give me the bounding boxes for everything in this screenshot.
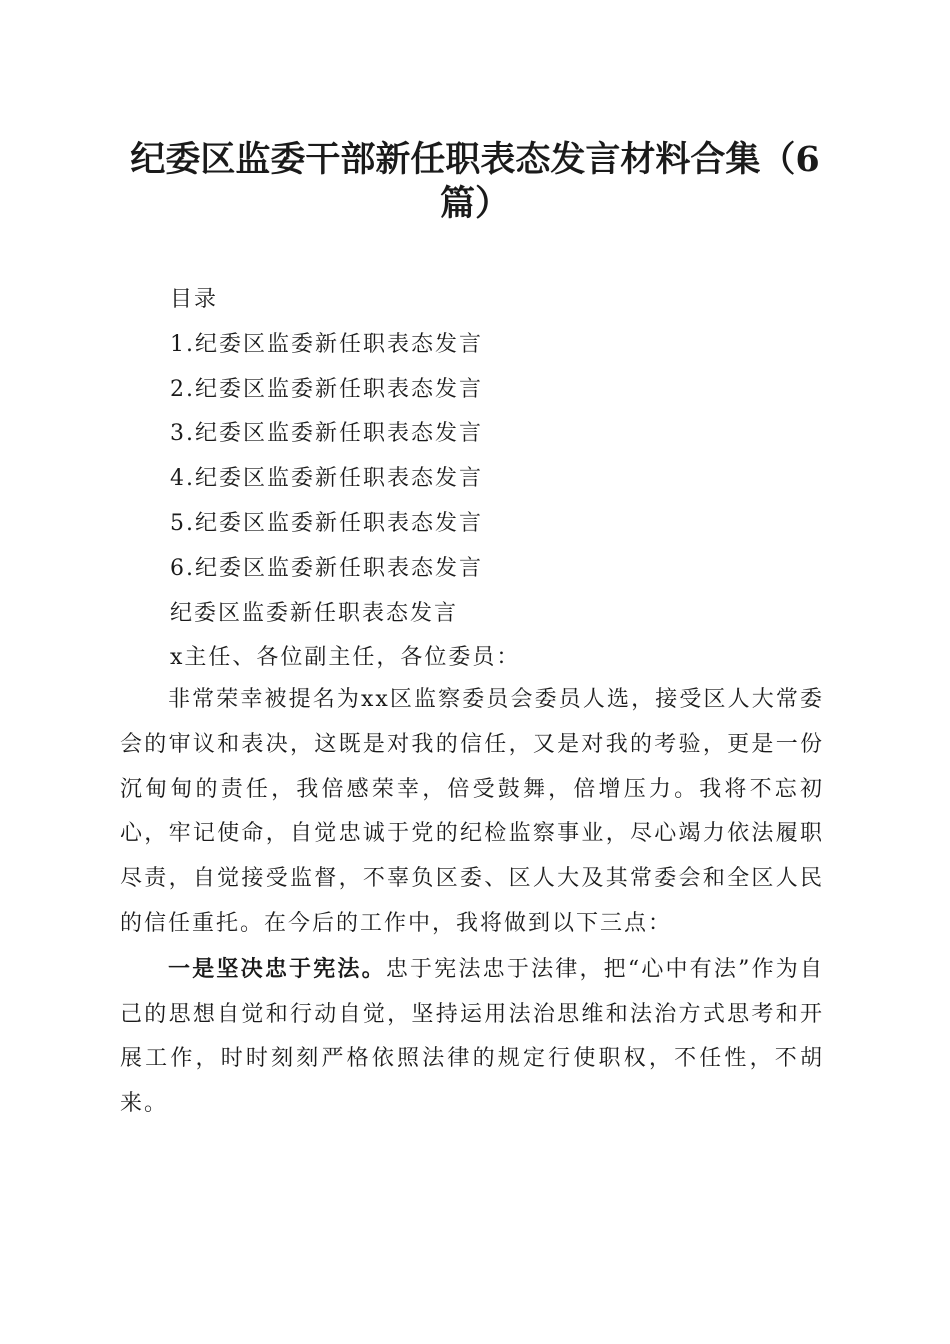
paragraph-2 bbox=[120, 947, 824, 1127]
paragraph-2-lead: 一是坚决忠于宪法。 bbox=[168, 955, 386, 982]
paragraph-2-text: 忠于宪法忠于法律，把“心中有法”作为自己的思想自觉和行动自觉，坚持运用法治思维和法治方式思考和开展工作，时时刻刻严格依照法律的规定行使职权，不任性，不胡来。 bbox=[120, 956, 824, 1117]
paragraph-1: 非常荣幸被提名为xx区监察委员会委员人选，接受区人大常委会的审议和表决，这既是对我的信任，又是对我的考验，更是一份沉甸甸的责任，我倍感荣幸，倍受鼓舞，倍增压力。我将不忘初心，牢记使命，自觉忠诚于党的纪检监察事业，尽心竭力依法履职尽责，自觉接受监督，不辜负区委、区人大及其常委会和全区人民的信任重托。在今后的工作中，我将做到以下三点： bbox=[120, 687, 824, 936]
toc-item: 5.纪委区监委新任职表态发言 bbox=[170, 510, 483, 536]
document-body bbox=[120, 678, 824, 1127]
toc-item: 2.纪委区监委新任职表态发言 bbox=[170, 376, 483, 402]
table-of-contents bbox=[170, 278, 850, 681]
toc-heading: 目录 bbox=[170, 287, 219, 312]
salutation: x主任、各位副主任，各位委员： bbox=[170, 645, 521, 671]
document-title: 纪委区监委干部新任职表态发言材料合集（6篇） bbox=[130, 139, 820, 224]
toc-item: 3.纪委区监委新任职表态发言 bbox=[170, 421, 483, 447]
toc-item: 4.纪委区监委新任职表态发言 bbox=[170, 466, 483, 492]
toc-item: 1.纪委区监委新任职表态发言 bbox=[170, 331, 483, 357]
section-title: 纪委区监委新任职表态发言 bbox=[170, 600, 459, 626]
toc-item: 6.纪委区监委新任职表态发言 bbox=[170, 555, 483, 581]
